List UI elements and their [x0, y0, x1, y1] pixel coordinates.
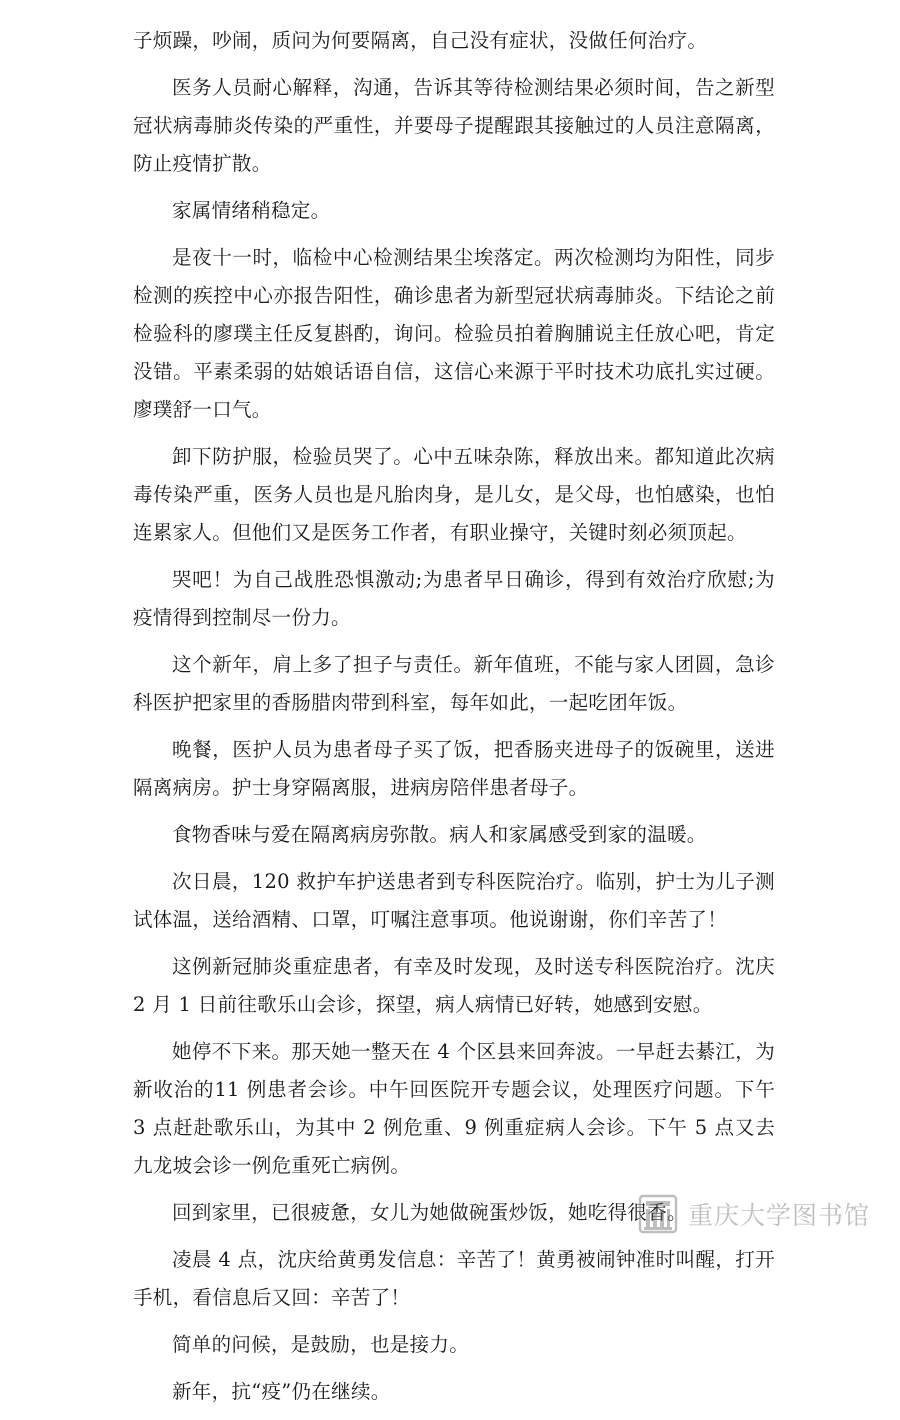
paragraph: 医务人员耐心解释，沟通，告诉其等待检测结果必须时间，告之新型冠状病毒肺炎传染的严重性，并要母子提醒跟其接触过的人员注意隔离，防止疫情扩散。: [133, 76, 775, 175]
paragraph: 晚餐，医护人员为患者母子买了饭，把香肠夹进母子的饭碗里，送进隔离病房。护士身穿隔离服，进病房陪伴患者母子。: [133, 738, 775, 799]
paragraph: 次日晨，120 救护车护送患者到专科医院治疗。临别，护士为儿子测试体温，送给酒精、口罩，叮嘱注意事项。他说谢谢，你们辛苦了！: [133, 870, 775, 931]
paragraph: 简单的问候，是鼓励，也是接力。: [172, 1333, 470, 1356]
paragraph: 食物香味与爱在隔离病房弥散。病人和家属感受到家的温暖。: [172, 823, 707, 846]
paragraph: 她停不下来。那天她一整天在 4 个区县来回奔波。一早赶去綦江，为新收治的11 例患者会诊。中午回医院开专题会议，处理医疗问题。下午 3 点赶赴歌乐山，为其中 2 例危重、9 例重症病人会诊。下午 5 点又去九龙坡会诊一例危重死亡病例。: [133, 1040, 775, 1177]
paragraph: 卸下防护服，检验员哭了。心中五味杂陈，释放出来。都知道此次病毒传染严重，医务人员也是凡胎肉身，是儿女，是父母，也怕感染，也怕连累家人。但他们又是医务工作者，有职业操守，关键时刻必须顶起。: [133, 445, 775, 544]
paragraph: 哭吧！为自己战胜恐惧激动;为患者早日确诊，得到有效治疗欣慰;为疫情得到控制尽一份力。: [133, 568, 775, 629]
paragraph: 凌晨 4 点，沈庆给黄勇发信息：辛苦了！黄勇被闹钟准时叫醒，打开手机，看信息后又回：辛苦了！: [133, 1248, 775, 1309]
paragraph: 子烦躁，吵闹，质问为何要隔离，自己没有症状，没做任何治疗。: [133, 29, 708, 52]
paragraph: 家属情绪稍稳定。: [172, 199, 331, 222]
paragraph: 回到家里，已很疲惫，女儿为她做碗蛋炒饭，她吃得很香。: [172, 1201, 687, 1224]
library-watermark: [638, 1192, 870, 1236]
watermark-text: 重庆大学图书馆: [688, 1201, 871, 1230]
paragraph: 新年，抗“疫”仍在继续。: [172, 1380, 391, 1403]
paragraph: 这例新冠肺炎重症患者，有幸及时发现，及时送专科医院治疗。沈庆 2 月 1 日前往歌乐山会诊，探望，病人病情已好转，她感到安慰。: [133, 955, 775, 1016]
paragraph: 是夜十一时，临检中心检测结果尘埃落定。两次检测均为阳性，同步检测的疾控中心亦报告阳性，确诊患者为新型冠状病毒肺炎。下结论之前检验科的廖璞主任反复斟酌，询问。检验员拍着胸脯说主任放心吧，肯定没错。平素柔弱的姑娘话语自信，这信心来源于平时技术功底扎实过硬。廖璞舒一口气。: [133, 246, 775, 421]
paragraph: 这个新年，肩上多了担子与责任。新年值班，不能与家人团圆，急诊科医护把家里的香肠腊肉带到科室，每年如此，一起吃团年饭。: [133, 653, 775, 714]
library-seal-icon: [638, 1194, 678, 1234]
